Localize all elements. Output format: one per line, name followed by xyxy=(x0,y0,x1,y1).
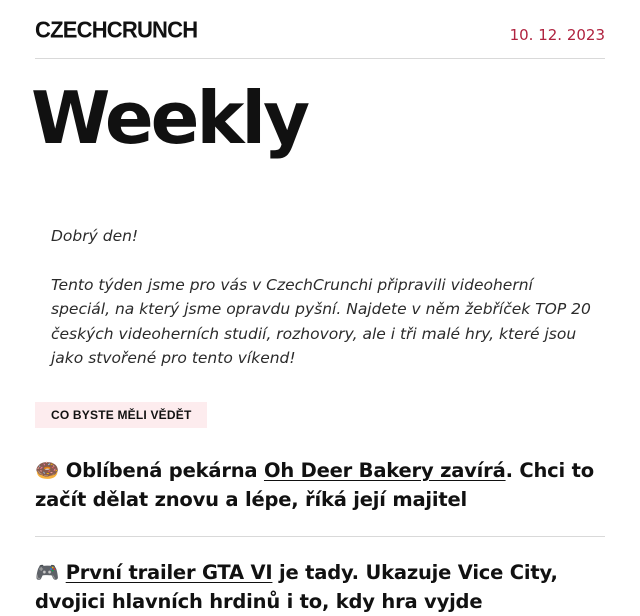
news-headline xyxy=(35,558,605,616)
news-headline xyxy=(35,456,605,514)
gamepad-icon: 🎮 xyxy=(35,561,60,584)
greeting: Dobrý den! xyxy=(51,227,139,245)
headline-text: je tady. Ukazuje Vice City, dvojici hlavních hrdinů i to, kdy hra vyjde xyxy=(35,561,558,613)
section-badge: CO BYSTE MĚLI VĚDĚT xyxy=(35,402,207,428)
headline-link[interactable]: První trailer GTA VI xyxy=(65,561,273,584)
issue-date: 10. 12. 2023 xyxy=(509,26,605,44)
intro-text xyxy=(51,224,591,371)
headline-text: . Chci to začít dělat znovu a lépe, říká její majitel xyxy=(35,459,594,511)
header xyxy=(35,14,605,59)
news-item xyxy=(35,558,605,616)
intro-body: Tento týden jsme pro vás v CzechCrunchi připravili videoherní speciál, na který jsme opravdu pyšní. Najdete v něm žebříček TOP 20 českých videoherních studií, rozhovory, ale i tři malé hry, které jsou jako stvořené pro tento víkend! xyxy=(51,275,591,367)
newsletter-title: Weekly xyxy=(31,76,308,160)
news-item xyxy=(35,456,605,537)
headline-link[interactable]: Oh Deer Bakery zavírá xyxy=(263,459,506,482)
logo[interactable]: CZECHCRUNCH xyxy=(35,16,198,43)
headline-text: Oblíbená pekárna xyxy=(65,459,264,482)
donut-icon: 🍩 xyxy=(35,459,60,482)
